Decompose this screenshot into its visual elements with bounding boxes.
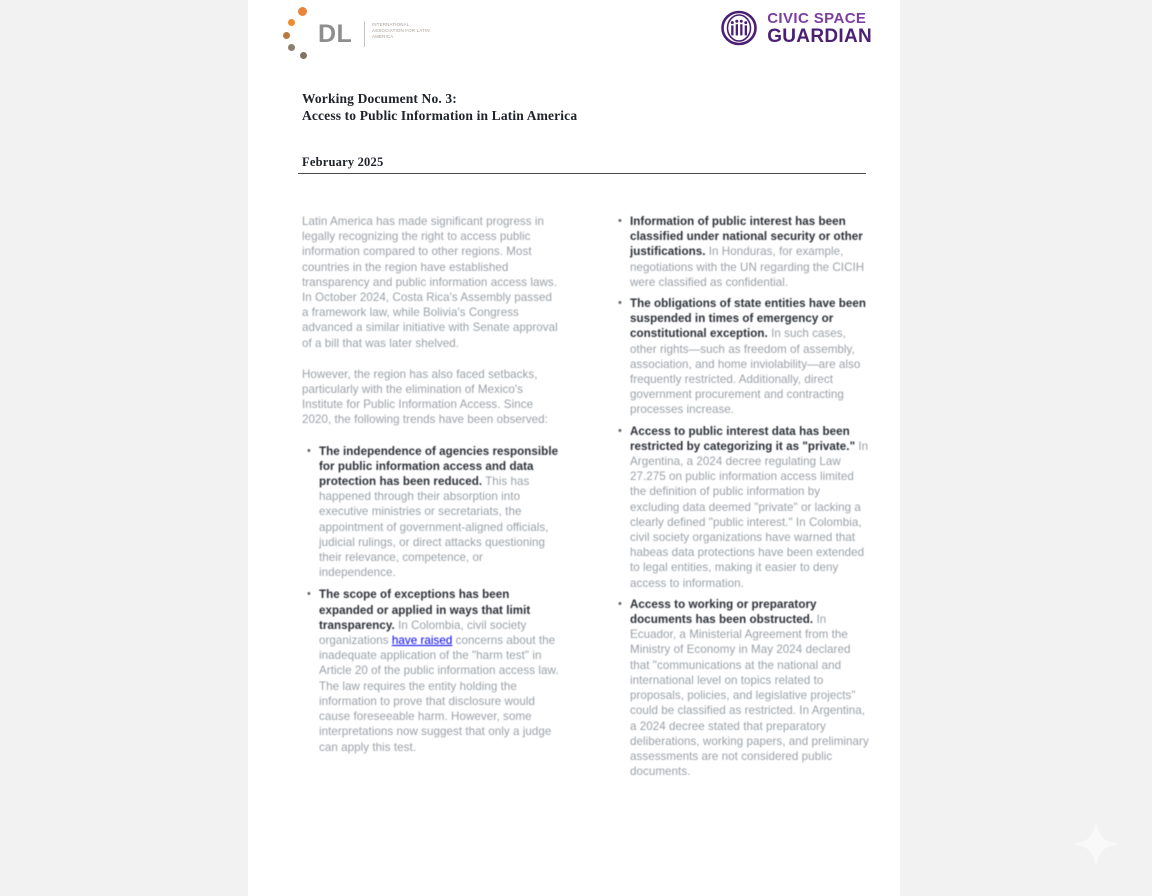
- document-header: [248, 0, 900, 70]
- sparkle-icon: [1072, 820, 1120, 868]
- bullet-lead: Access to public interest data has been restricted by categorizing it as "private.": [630, 424, 856, 453]
- list-item: [319, 587, 560, 754]
- intro-paragraph-1: Latin America has made significant progress in legally recognizing the right to access public information compared to other regions. Most countries in the region have established transparency and public information access laws. In October 2024, Costa Rica's Assembly passed a framework law, while Bolivia's Congress advanced a similar initiative with Senate approval of a bill that was later shelved.: [302, 215, 558, 350]
- document-date: February 2025: [302, 155, 384, 169]
- guardian-emblem-icon: [720, 10, 758, 46]
- list-item: [319, 444, 560, 581]
- bullet-lead: The independence of agencies responsible for public information access and data protection has been reduced.: [319, 444, 559, 489]
- document-page: [248, 0, 900, 896]
- document-body: [302, 214, 872, 785]
- have-raised-link[interactable]: have raised: [391, 634, 453, 648]
- bullet-lead: The obligations of state entities have been suspended in times of emergency or constitutional exception.: [630, 297, 867, 341]
- bullet-lead: The scope of exceptions has been expanded or applied in ways that limit transparency.: [319, 588, 531, 632]
- list-item: [630, 424, 872, 591]
- bullet-body: In Honduras, for example, negotiations with the UN regarding the CICIH were classified as confidential.: [630, 245, 865, 289]
- dl-logo-dots: [282, 6, 318, 62]
- list-item: [630, 214, 872, 290]
- bullet-body-after-link: concerns about the inadequate application of the "harm test" in Article 20 of the public information access law. The law requires the entity holding the information to prove that disclosure would cause foreseeable harm. However, some interpretations now suggest that only a judge can apply this test.: [319, 634, 559, 754]
- list-item: [630, 296, 872, 418]
- right-column: [614, 214, 872, 785]
- bullet-body: In Argentina, a 2024 decree regulating Law 27.275 on public information access limited the definition of public information by excluding data deemed "private" or lacking a clearly defined "public interest." In Colombia, civil society organizations have warned that habeas data protections have been extended to legal entities, making it easier to deny access to information.: [630, 439, 869, 590]
- left-bullet-list: [302, 444, 560, 755]
- dl-logo-tagline: INTERNATIONAL ASSOCIATION FOR LATIN AMERICA: [372, 22, 430, 40]
- page-title-line2: Access to Public Information in Latin America: [302, 108, 578, 123]
- dl-logo-divider: [364, 21, 365, 47]
- bullet-body: In Ecuador, a Ministerial Agreement from the Ministry of Economy in May 2024 declared that "communications at the national and international level on topics related to proposals, policies, and legislative projects" could be classified as restricted. In Argentina, a 2024 decree stated that preparatory deliberations, working papers, and preliminary assessments are not considered public documents.: [630, 613, 869, 779]
- civic-space-guardian-logo: [720, 10, 872, 46]
- dl-logo-mark: DL: [318, 20, 353, 48]
- bullet-body: This has happened through their absorption into executive ministries or secretariats, the appointment of government-aligned officials, judicial rulings, or direct attacks questioning their relevance, competence, or independence.: [319, 475, 549, 580]
- right-bullet-list: [614, 214, 872, 779]
- bullet-body: In such cases, other rights—such as freedom of assembly, association, and home inviolability—are also frequently restricted. Additionally, direct government procurement and contracting processes increase.: [630, 327, 861, 417]
- bullet-lead: Access to working or preparatory documents has been obstructed.: [630, 597, 817, 627]
- header-divider: [298, 173, 866, 174]
- page-title: [302, 90, 862, 124]
- list-item: [630, 597, 872, 779]
- document-date-row: [298, 155, 868, 174]
- bullet-lead: Information of public interest has been classified under national security or other justifications.: [630, 215, 863, 259]
- intro-paragraph-2: However, the region has also faced setbacks, particularly with the elimination of Mexico's Institute for Public Information Access. Since 2020, the following trends have been observed:: [302, 367, 548, 427]
- dl-logo: [282, 6, 442, 62]
- page-title-line1: Working Document No. 3:: [302, 91, 457, 106]
- guardian-wordmark: [767, 11, 872, 46]
- left-column: [302, 214, 560, 762]
- guardian-wordmark-line1: CIVIC SPACE: [767, 9, 867, 27]
- guardian-wordmark-line2: GUARDIAN: [767, 25, 872, 47]
- bullet-body-before-link: In Colombia, civil society organizations: [319, 618, 527, 648]
